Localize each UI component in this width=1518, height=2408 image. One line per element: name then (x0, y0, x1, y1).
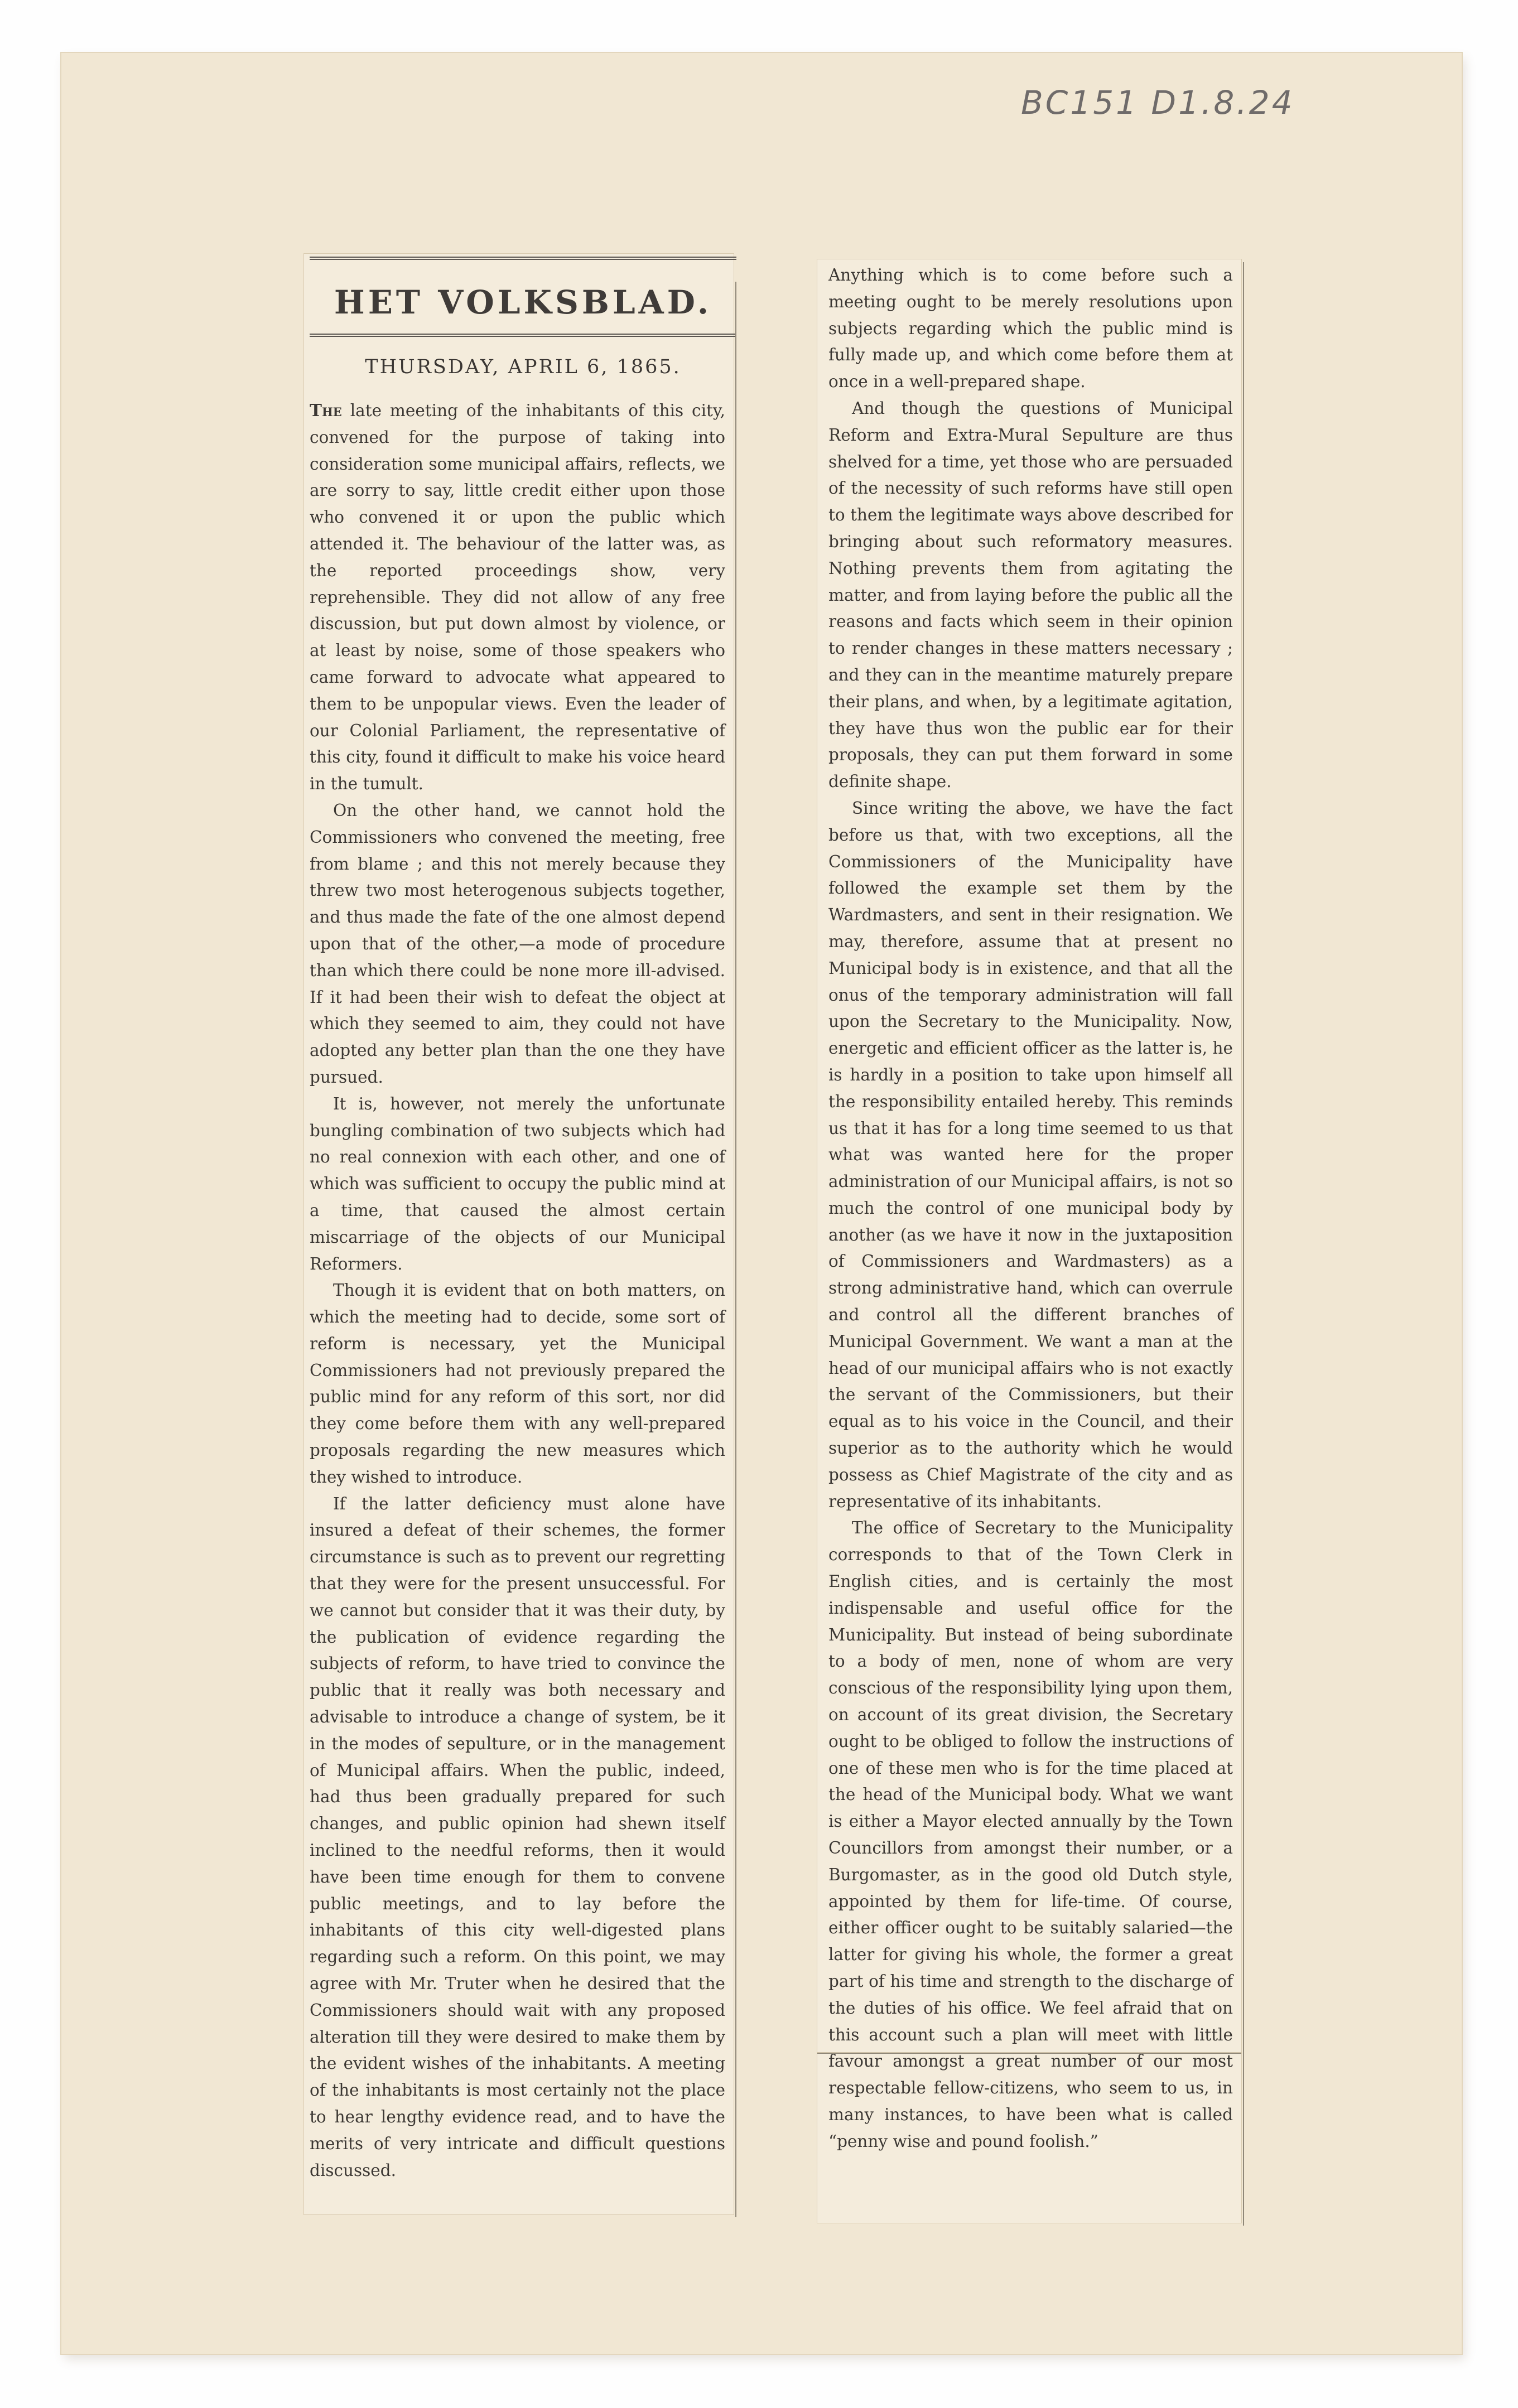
article-paragraph: Though it is evident that on both matters, on which the meeting had to decide, some sort of reform is necessary, yet the Municipal Commissioners had not previously prepared the public mind for any reform of this sort, nor did they come before them with any well-prepared proposals regarding the new measures which they wished to introduce. (310, 1281, 725, 1487)
left-column-rule (735, 282, 736, 2217)
article-paragraph: It is, however, not merely the unfortunate bungling combination of two subjects which had no real connexion with each other, and one of which was sufficient to occupy the public mind at a time, that caused the almost certain miscarriage of the objects of our Municipal Reformers. (310, 1094, 725, 1273)
dateline: THURSDAY, APRIL 6, 1865. (365, 356, 681, 378)
article-paragraph: And though the questions of Municipal Reform and Extra-Mural Sepulture are thus shelved for a time, yet those who are persuaded of the necessity of such reforms have still open to them the legitimate ways above described for bringing about such reformatory measures. Nothing prevents them from agitating the matter, and from laying before the public all the reasons and facts which seem in their opinion to render changes in these matters necessary ; and they can in the meantime maturely prepare their plans, and when, by a legitimate agitation, they have thus won the public ear for their proposals, they can put them forward in some definite shape. (828, 398, 1233, 792)
article-paragraph (310, 397, 725, 798)
masthead-top-rule (310, 257, 736, 260)
drop-lead: The (310, 400, 342, 420)
archive-reference: BC151 D1.8.24 (1021, 84, 1295, 122)
masthead-bottom-rule (310, 334, 736, 337)
article-paragraph: On the other hand, we cannot hold the Commissioners who convened the meeting, free from blame ; and this not merely because they threw two most heterogenous subjects together, and thus made the fate of the one almost depend upon that of the other,—a mode of procedure than which there could be none more ill-advised. If it had been their wish to defeat the object at which they seemed to aim, they could not have adopted any better plan than the one they have pursued. (310, 800, 725, 1087)
article-left-column (310, 397, 725, 2184)
article-paragraph: The office of Secretary to the Municipality corresponds to that of the Town Clerk in English cities, and is certainly the most indispensable and useful office for the Municipality. But instead of being subordinate to a body of men, none of whom are very conscious of the responsibility lying upon them, on account of its great division, the Secretary ought to be obliged to follow the instructions of one of these men who is for the time placed at the head of the Municipal body. What we want is either a Mayor elected annually by the Town Councillors from amongst their number, or a Burgomaster, as in the good old Dutch style, appointed by them for life-time. Of course, either officer ought to be suitably salaried—the latter for giving his whole, the former a great part of his time and strength to the discharge of the duties of his office. We feel afraid that on this account such a plan will meet with little favour amongst a great number of our most respectable fellow-citizens, who seem to us, in many instances, to have been what is called “penny wise and pound foolish.” (828, 1518, 1233, 2151)
article-paragraph: Anything which is to come before such a meeting ought to be merely resolutions upon subjects regarding which the public mind is fully made up, and which come before them at once in a well-prepared shape. (828, 266, 1233, 392)
article-paragraph: Since writing the above, we have the fact before us that, with two exceptions, all the Commissioners of the Municipality have followed the example set them by the Wardmasters, and sent in their resignation. We may, therefore, assume that at present no Municipal body is in existence, and that all the onus of the temporary administration will fall upon the Secretary to the Municipality. Now, energetic and efficient officer as the latter is, he is hardly in a position to take upon himself all the responsibility entailed hereby. This reminds us that it has for a long time seemed to us that what was wanted here for the proper administration of our Municipal affairs, is not so much the control of one municipal body by another (as we have it now in the juxtaposition of Commissioners and Wardmasters) as a strong administrative hand, which can overrule and control all the different branches of Municipal Government. We want a man at the head of our municipal affairs who is not exactly the servant of the Commissioners, but their equal as to his voice in the Council, and their superior as to the authority which he would possess as Chief Magistrate of the city and as representative of its inhabitants. (828, 798, 1233, 1511)
article-paragraph: If the latter deficiency must alone have insured a defeat of their schemes, the former circumstance is such as to prevent our regretting that they were for the present unsuccessful. For we cannot but consider that it was their duty, by the publication of evidence regarding the subjects of reform, to have tried to convince the public that it really was both necessary and advisable to introduce a change of system, be it in the modes of sepulture, or in the management of Municipal affairs. When the public, indeed, had thus been gradually prepared for such changes, and public opinion had shewn itself inclined to the needful reforms, then it would have been time enough for them to convene public meetings, and to lay before the inhabitants of this city well-digested plans regarding such a reform. On this point, we may agree with Mr. Truter when he desired that the Commissioners should wait with any proposed alteration till they were desired to make them by the evident wishes of the inhabitants. A meeting of the inhabitants is most certainly not the place to hear lengthy evidence read, and to have the merits of very intricate and difficult questions discussed. (310, 1494, 725, 2180)
masthead (310, 257, 736, 351)
newspaper-title: HET VOLKSBLAD. (334, 283, 712, 321)
right-column-rule (1243, 262, 1244, 2226)
paper-sheet (61, 53, 1462, 2354)
article-right-column (828, 262, 1233, 2155)
paragraph-text: late meeting of the inhabitants of this city, convened for the purpose of taking into consideration some municipal affairs, reflects, we are sorry to say, little credit either upon those who convened it or upon the public which attended it. The behaviour of the latter was, as the reported proceedings show, very reprehensible. They did not allow of any free discussion, but put down almost by violence, or at least by noise, some of those speakers who came forward to advocate what appeared to them to be unpopular views. Even the leader of our Colonial Parliament, the representative of this city, found it difficult to make his voice heard in the tumult. (310, 401, 725, 794)
